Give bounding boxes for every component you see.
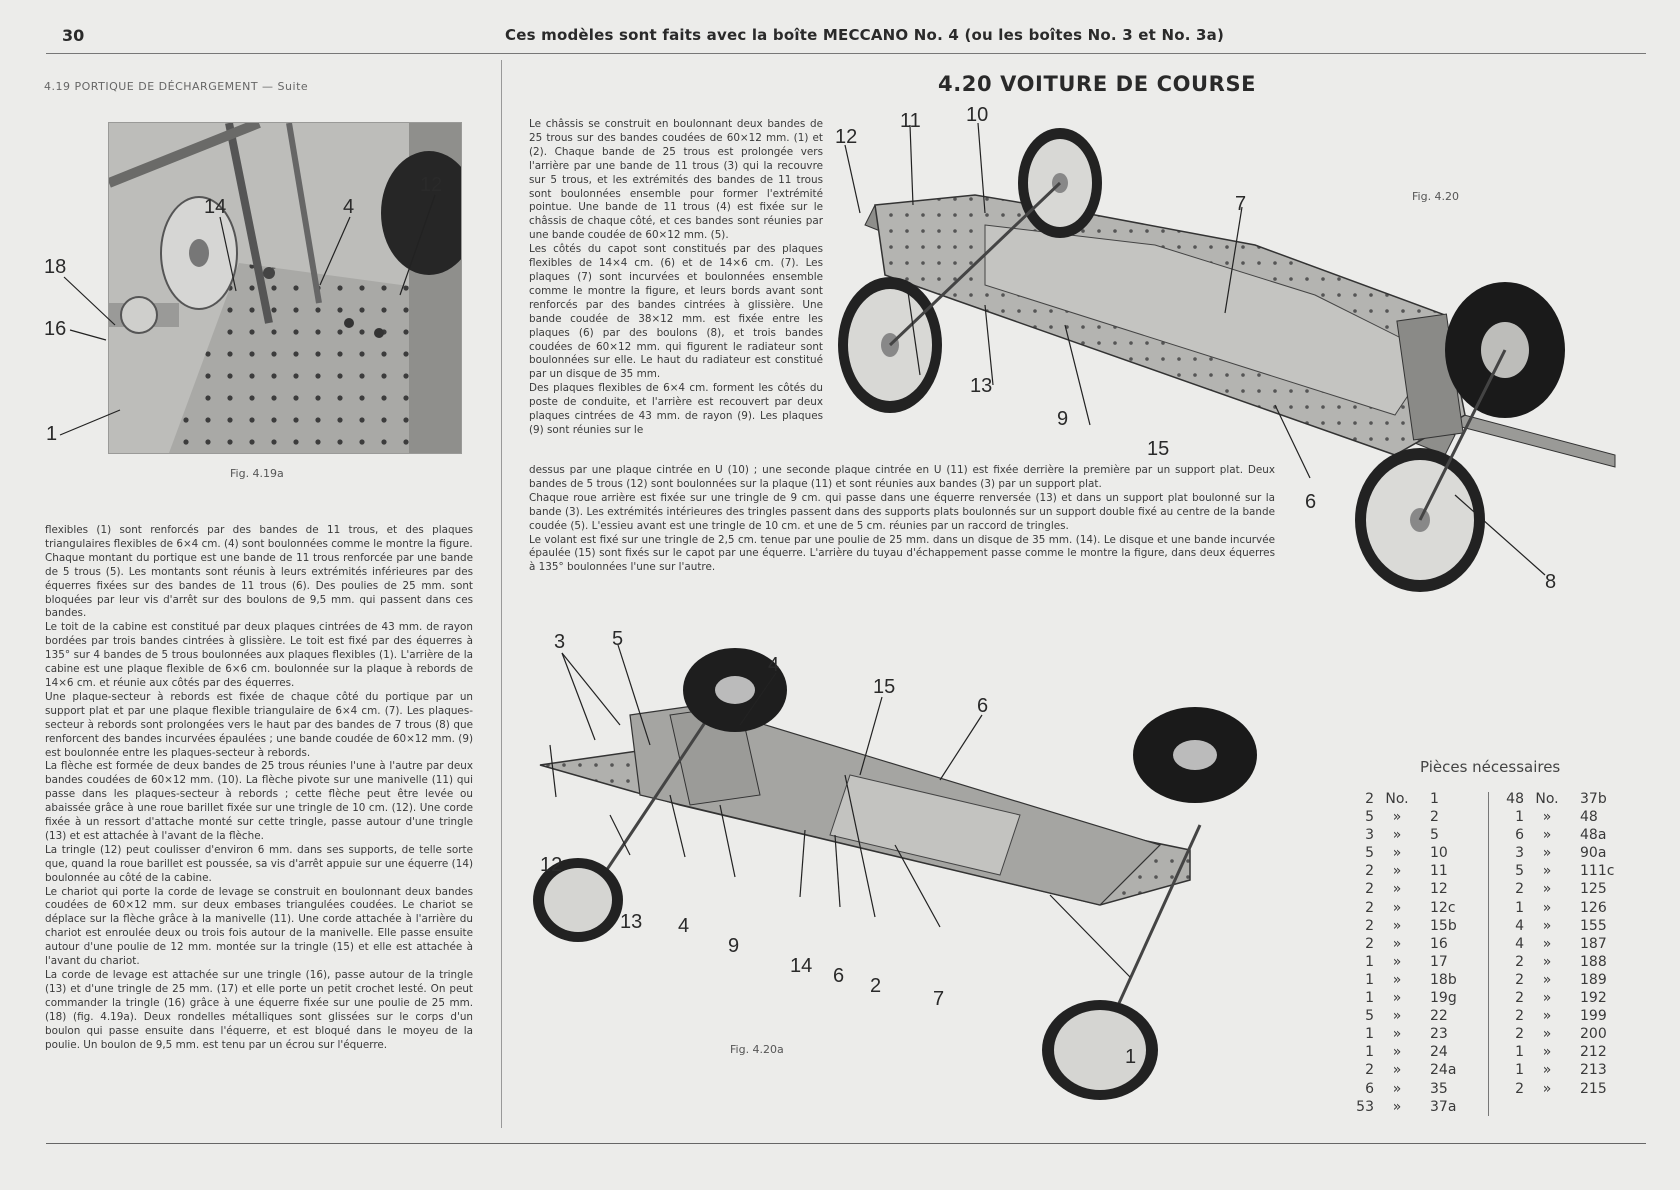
part-number: 24a bbox=[1430, 1062, 1457, 1079]
part-number: 199 bbox=[1580, 1008, 1607, 1025]
part-number: 187 bbox=[1580, 935, 1607, 952]
callout-12: 12 bbox=[420, 174, 443, 196]
part-number: 188 bbox=[1580, 953, 1607, 970]
callout-7: 7 bbox=[933, 988, 945, 1010]
part-sep: » bbox=[1392, 1026, 1402, 1043]
parts-row bbox=[1502, 1007, 1628, 1025]
parts-row bbox=[1352, 1080, 1478, 1098]
left-paragraph: Chaque montant du portique est une bande de 11 trous renforcée par une bande de 5 trous (5). Les montants sont réunis à leurs extrémités inférieures par des équerres fixées sur des bandes de 11 trous (6). Des poulies de 25 mm. sont bloquées par leur vis d'arrêt sur des boulons de 9,5 mm. qui passent dans ces bandes. bbox=[45, 551, 473, 620]
part-number: 212 bbox=[1580, 1044, 1607, 1061]
photo-callouts bbox=[40, 165, 460, 455]
parts-row bbox=[1502, 917, 1628, 935]
parts-row bbox=[1352, 1025, 1478, 1043]
part-number: 11 bbox=[1430, 863, 1448, 880]
callout-1: 1 bbox=[46, 423, 58, 445]
parts-row bbox=[1352, 1061, 1478, 1079]
callout-11: 11 bbox=[900, 110, 921, 132]
part-number: 215 bbox=[1580, 1080, 1607, 1097]
part-qty: 1 bbox=[1515, 809, 1524, 826]
callout-15: 15 bbox=[873, 676, 896, 698]
left-paragraph: La flèche est formée de deux bandes de 25 trous réunies l'une à l'autre par deux bandes coudées de 60×12 mm. (10). La flèche pivote sur une manivelle (11) qui passe dans les plaques-secteur à rebords ; cette flèche peut être levée ou abaissée grâce à une roue barillet fixée sur une tringle de 10 cm. (12). Une corde fixée à un ressort d'attache monté sur cette tringle, passe autour d'une tringle (13) et est attachée à l'avant de la flèche. bbox=[45, 760, 473, 842]
parts-row bbox=[1352, 880, 1478, 898]
part-sep: » bbox=[1542, 917, 1552, 934]
callout-9: 9 bbox=[728, 935, 740, 957]
caption-fig-4-19a: Fig. 4.19a bbox=[230, 467, 284, 480]
part-qty: 2 bbox=[1515, 953, 1524, 970]
part-sep: No. bbox=[1385, 791, 1409, 807]
part-number: 10 bbox=[1430, 845, 1448, 862]
part-sep: » bbox=[1392, 881, 1402, 898]
callout-4-top: 4 bbox=[768, 654, 780, 676]
parts-row bbox=[1502, 1061, 1628, 1079]
part-qty: 4 bbox=[1515, 917, 1524, 934]
part-number: 90a bbox=[1580, 845, 1607, 862]
header-rule bbox=[46, 53, 1646, 54]
running-title: Ces modèles sont faits avec la boîte MECCANO No. 4 (ou les boîtes No. 3 et No. 3a) bbox=[505, 26, 1225, 44]
parts-row bbox=[1502, 935, 1628, 953]
middle-body-text bbox=[529, 118, 823, 438]
part-sep: » bbox=[1542, 827, 1552, 844]
callout-6-bottom: 6 bbox=[833, 965, 845, 987]
part-number: 1 bbox=[1430, 791, 1439, 807]
callout-1: 1 bbox=[1125, 1046, 1137, 1068]
part-qty: 1 bbox=[1365, 1044, 1374, 1061]
part-qty: 2 bbox=[1515, 990, 1524, 1007]
part-sep: » bbox=[1542, 845, 1552, 862]
part-qty: 6 bbox=[1515, 827, 1524, 844]
part-number: 192 bbox=[1580, 990, 1607, 1007]
race-car-illustration bbox=[835, 95, 1635, 615]
part-sep: » bbox=[1392, 899, 1402, 916]
middle-paragraph: Le châssis se construit en boulonnant deux bandes de 25 trous sur des bandes coudées de 60×12 mm. (1) et (2). Chaque bande de 25 trous est prolongée vers l'arrière par une bande de 11 trous (3) qui la recouvre sur 5 trous, et les extrémités des bandes de 11 trous sont boulonnées ensemble pour former l'extrémité pointue. Une bande de 11 trous (4) est fixée sur le châssis de chaque côté, et ces bandes sont réunies par une bande coudée de 60×12 mm. (5). bbox=[529, 118, 823, 242]
part-sep: » bbox=[1542, 1044, 1552, 1061]
part-sep: » bbox=[1392, 809, 1402, 826]
part-number: 15b bbox=[1430, 917, 1457, 934]
parts-row bbox=[1352, 862, 1478, 880]
left-paragraph: flexibles (1) sont renforcés par des bandes de 11 trous, et des plaques triangulaires flexibles de 6×4 cm. (4) sont boulonnées comme le montre la figure. bbox=[45, 524, 473, 550]
left-paragraph: Le toit de la cabine est constitué par deux plaques cintrées de 43 mm. de rayon bordées par trois bandes cintrées à glissière. Le toit est fixé par des équerres à 135° sur 4 bandes de 5 trous boulonnées aux plaques flexibles (1). L'arrière de la cabine est une plaque flexible de 6×6 cm. boulonnée sur la plaque à rebords de 14×6 cm. et réunie aux côtés par des équerres. bbox=[45, 621, 473, 689]
part-number: 17 bbox=[1430, 953, 1448, 970]
callout-8: 8 bbox=[1545, 571, 1557, 593]
part-number: 125 bbox=[1580, 881, 1607, 898]
part-number: 48 bbox=[1580, 809, 1598, 826]
parts-row bbox=[1352, 953, 1478, 971]
callout-16: 16 bbox=[44, 318, 67, 340]
parts-row bbox=[1352, 790, 1478, 808]
part-sep: » bbox=[1392, 971, 1402, 988]
section-title: 4.20 VOITURE DE COURSE bbox=[938, 72, 1257, 96]
parts-row bbox=[1352, 989, 1478, 1007]
callout-12: 12 bbox=[835, 126, 858, 148]
part-number: 155 bbox=[1580, 917, 1607, 934]
part-qty: 3 bbox=[1365, 827, 1374, 844]
part-number: 126 bbox=[1580, 899, 1607, 916]
parts-row bbox=[1502, 826, 1628, 844]
part-number: 23 bbox=[1430, 1026, 1448, 1043]
wheel-a4 bbox=[1042, 1000, 1158, 1100]
part-sep: » bbox=[1392, 1008, 1402, 1025]
part-sep: » bbox=[1392, 990, 1402, 1007]
parts-column-left bbox=[1352, 790, 1478, 1116]
parts-row bbox=[1352, 844, 1478, 862]
part-number: 189 bbox=[1580, 971, 1607, 988]
part-qty: 2 bbox=[1365, 863, 1374, 880]
parts-row bbox=[1502, 844, 1628, 862]
part-sep: » bbox=[1392, 935, 1402, 952]
parts-row bbox=[1502, 1043, 1628, 1061]
part-sep: » bbox=[1392, 1062, 1402, 1079]
middle-paragraph: Des plaques flexibles de 6×4 cm. forment les côtés du poste de conduite, et l'arrière est recouvert par deux plaques cintrées de 43 mm. de rayon (9). Les plaques (9) sont réunies sur le bbox=[529, 382, 823, 436]
column-separator bbox=[501, 60, 502, 1128]
part-sep: » bbox=[1392, 845, 1402, 862]
parts-row bbox=[1502, 1080, 1628, 1098]
part-qty: 2 bbox=[1515, 1008, 1524, 1025]
callout-13: 13 bbox=[970, 375, 993, 397]
parts-list bbox=[1352, 790, 1652, 1120]
part-qty: 2 bbox=[1515, 971, 1524, 988]
callout-3: 3 bbox=[554, 631, 566, 653]
part-sep: » bbox=[1542, 971, 1552, 988]
part-qty: 53 bbox=[1356, 1098, 1374, 1115]
part-qty: 1 bbox=[1365, 1026, 1374, 1043]
part-qty: 5 bbox=[1365, 1008, 1374, 1025]
part-sep: » bbox=[1392, 1044, 1402, 1061]
part-number: 24 bbox=[1430, 1044, 1448, 1061]
callout-15: 15 bbox=[1147, 438, 1170, 460]
part-sep: » bbox=[1542, 953, 1552, 970]
part-sep: » bbox=[1542, 1026, 1552, 1043]
part-sep: » bbox=[1392, 917, 1402, 934]
part-qty: 2 bbox=[1515, 881, 1524, 898]
part-number: 48a bbox=[1580, 827, 1607, 844]
parts-row bbox=[1502, 1025, 1628, 1043]
parts-row bbox=[1502, 971, 1628, 989]
part-qty: 2 bbox=[1365, 1062, 1374, 1079]
wide-paragraph: Le volant est fixé sur une tringle de 2,5 cm. tenue par une poulie de 25 mm. dans un disque de 35 mm. (14). Le disque et une bande incurvée épaulée (15) sont fixés sur le capot par une équerre. L'arrière du tuyau d'échappement passe comme le montre la figure, dans deux équerres à 135° boulonnées l'une sur l'autre. bbox=[529, 533, 1275, 574]
footer-rule bbox=[46, 1143, 1646, 1144]
parts-column-right bbox=[1502, 790, 1628, 1098]
chassis-underside-illustration bbox=[540, 628, 1300, 1095]
caption-fig-4-20: Fig. 4.20 bbox=[1412, 190, 1460, 203]
caption-fig-4-20a: Fig. 4.20a bbox=[730, 1043, 784, 1056]
part-qty: 2 bbox=[1365, 881, 1374, 898]
part-sep: » bbox=[1542, 809, 1552, 826]
callout-4: 4 bbox=[343, 196, 355, 218]
callout-9: 9 bbox=[1057, 408, 1069, 430]
parts-row bbox=[1352, 1098, 1478, 1116]
part-sep: » bbox=[1542, 1008, 1552, 1025]
part-sep: » bbox=[1392, 1098, 1402, 1115]
wide-paragraph: Chaque roue arrière est fixée sur une tringle de 9 cm. qui passe dans une équerre renversée (13) et dans un support plat boulonné sur la bande (3). Les extrémités intérieures des tringles passent dans des supports plats boulonnés sur un support double fixé au centre de la bande coudée (5). L'essieu avant est une tringle de 10 cm. et une de 5 cm. réunies par un raccord de tringles. bbox=[529, 491, 1275, 532]
left-body-text bbox=[45, 524, 473, 1052]
part-number: 19g bbox=[1430, 990, 1457, 1007]
callout-4-bottom: 4 bbox=[678, 915, 690, 937]
part-number: 18b bbox=[1430, 971, 1457, 988]
parts-row bbox=[1502, 808, 1628, 826]
part-sep: » bbox=[1542, 1062, 1552, 1079]
part-qty: 1 bbox=[1515, 1062, 1524, 1079]
part-qty: 2 bbox=[1515, 1080, 1524, 1097]
callout-14: 14 bbox=[790, 955, 813, 977]
part-sep: » bbox=[1392, 1080, 1402, 1097]
parts-row bbox=[1502, 880, 1628, 898]
part-qty: 5 bbox=[1365, 845, 1374, 862]
part-sep: » bbox=[1542, 899, 1552, 916]
left-paragraph: La tringle (12) peut coulisser d'environ 6 mm. dans ses supports, de telle sorte que, quand la roue barillet est poussée, sa vis d'arrêt appuie sur une équerre (14) boulonnée au côté de la cabine. bbox=[45, 843, 473, 884]
part-qty: 6 bbox=[1365, 1080, 1374, 1097]
callout-6-top: 6 bbox=[977, 695, 989, 717]
part-sep: » bbox=[1542, 990, 1552, 1007]
part-qty: 5 bbox=[1365, 809, 1374, 826]
middle-paragraph: Les côtés du capot sont constitués par des plaques flexibles de 14×4 cm. (6) et de 14×6 cm. (7). Les plaques (7) sont incurvées et boulonnées ensemble comme le montre la figure, et leurs bords avant sont renforcés par des bandes cintrées à glissière. Une bande coudée de 38×12 mm. est fixée entre les plaques (6) par des boulons (8), et trois bandes coudées de 60×12 mm. qui figurent le radiateur sont boulonnées sur elle. Le haut du radiateur est constitué par un disque de 35 mm. bbox=[529, 243, 823, 381]
part-qty: 3 bbox=[1515, 845, 1524, 862]
left-paragraph: La corde de levage est attachée sur une tringle (16), passe autour de la tringle (13) et d'une tringle de 25 mm. (17) et elle porte un petit crochet lesté. On peut commander la tringle (16) grâce à une équerre fixée sur une poulie de 25 mm. (18) (fig. 4.19a). Deux rondelles métalliques sont glissées sur le corps d'un boulon qui passe ensuite dans l'équerre, et est bloqué dans le moyeu de la poulie. Un boulon de 9,5 mm. est tenu par un écrou sur l'équerre. bbox=[45, 969, 473, 1051]
wide-paragraph: dessus par une plaque cintrée en U (10) ; une seconde plaque cintrée en U (11) est fixée derrière la première par un support plat. Deux bandes de 5 trous (12) sont boulonnées sur la plaque (11) et sont réunies aux bandes (3) par un support plat. bbox=[529, 464, 1275, 490]
part-qty: 1 bbox=[1515, 1044, 1524, 1061]
part-number: 111c bbox=[1580, 863, 1615, 880]
part-number: 16 bbox=[1430, 935, 1448, 952]
callout-7: 7 bbox=[1235, 193, 1247, 215]
parts-row bbox=[1502, 862, 1628, 880]
part-sep: » bbox=[1542, 935, 1552, 952]
parts-row bbox=[1352, 826, 1478, 844]
part-number: 213 bbox=[1580, 1062, 1607, 1079]
callout-18: 18 bbox=[44, 256, 67, 278]
parts-row bbox=[1352, 899, 1478, 917]
parts-row bbox=[1352, 1007, 1478, 1025]
part-qty: 2 bbox=[1365, 899, 1374, 916]
part-qty: 2 bbox=[1365, 935, 1374, 952]
part-number: 200 bbox=[1580, 1026, 1607, 1043]
callout-6: 6 bbox=[1305, 491, 1317, 513]
parts-row bbox=[1502, 790, 1628, 808]
part-sep: » bbox=[1392, 863, 1402, 880]
part-number: 12c bbox=[1430, 899, 1456, 916]
callout-13: 13 bbox=[620, 911, 643, 933]
part-qty: 2 bbox=[1515, 1026, 1524, 1043]
part-number: 22 bbox=[1430, 1008, 1448, 1025]
part-sep: » bbox=[1542, 863, 1552, 880]
part-number: 5 bbox=[1430, 827, 1439, 844]
part-number: 2 bbox=[1430, 809, 1439, 826]
part-sep: » bbox=[1392, 827, 1402, 844]
parts-row bbox=[1352, 808, 1478, 826]
part-qty: 1 bbox=[1515, 899, 1524, 916]
parts-row bbox=[1502, 899, 1628, 917]
callout-14: 14 bbox=[204, 196, 227, 218]
part-qty: 5 bbox=[1515, 863, 1524, 880]
parts-row bbox=[1352, 1043, 1478, 1061]
part-qty: 1 bbox=[1365, 990, 1374, 1007]
part-qty: 1 bbox=[1365, 971, 1374, 988]
part-qty: 4 bbox=[1515, 935, 1524, 952]
part-number: 37a bbox=[1430, 1098, 1457, 1115]
part-sep: » bbox=[1392, 953, 1402, 970]
page-number: 30 bbox=[62, 26, 85, 45]
parts-row bbox=[1502, 953, 1628, 971]
callout-10: 10 bbox=[966, 104, 989, 126]
wheel-a3 bbox=[1133, 707, 1257, 803]
continued-heading: 4.19 PORTIQUE DE DÉCHARGEMENT — Suite bbox=[44, 80, 309, 93]
part-qty: 48 bbox=[1506, 791, 1524, 807]
part-number: 12 bbox=[1430, 881, 1448, 898]
part-number: 35 bbox=[1430, 1080, 1448, 1097]
parts-row bbox=[1502, 989, 1628, 1007]
parts-row bbox=[1352, 935, 1478, 953]
part-qty: 2 bbox=[1365, 791, 1374, 807]
left-paragraph: Une plaque-secteur à rebords est fixée de chaque côté du portique par un support plat et par une plaque flexible triangulaire de 6×4 cm. (7). Les plaques-secteur à rebords sont prolongées vers le haut par des bandes de 7 trous (8) que renforcent des bandes incurvées épaulées ; une bande coudée de 60×12 mm. (9) est boulonnée entre les plaques-secteur à rebords. bbox=[45, 690, 473, 759]
left-paragraph: Le chariot qui porte la corde de levage se construit en boulonnant deux bandes coudées de 60×12 mm. sur deux embases triangulées coudées. Le chariot se déplace sur la flèche grâce à la manivelle (11). Une corde attachée à l'arrière du chariot est enroulée deux ou trois fois autour de la manivelle. Elle passe ensuite autour d'une poulie de 12 mm. montée sur la tringle (15) et elle est attachée à l'avant du chariot. bbox=[45, 885, 473, 968]
part-sep: No. bbox=[1535, 791, 1559, 807]
part-qty: 2 bbox=[1365, 917, 1374, 934]
parts-list-title: Pièces nécessaires bbox=[1420, 758, 1561, 776]
part-sep: » bbox=[1542, 1080, 1552, 1097]
part-qty: 1 bbox=[1365, 953, 1374, 970]
parts-row bbox=[1352, 917, 1478, 935]
parts-row bbox=[1352, 971, 1478, 989]
part-number: 37b bbox=[1580, 791, 1607, 807]
callout-5: 5 bbox=[612, 628, 624, 650]
callout-2: 2 bbox=[870, 975, 882, 997]
callout-12: 12 bbox=[540, 854, 563, 876]
part-sep: » bbox=[1542, 881, 1552, 898]
